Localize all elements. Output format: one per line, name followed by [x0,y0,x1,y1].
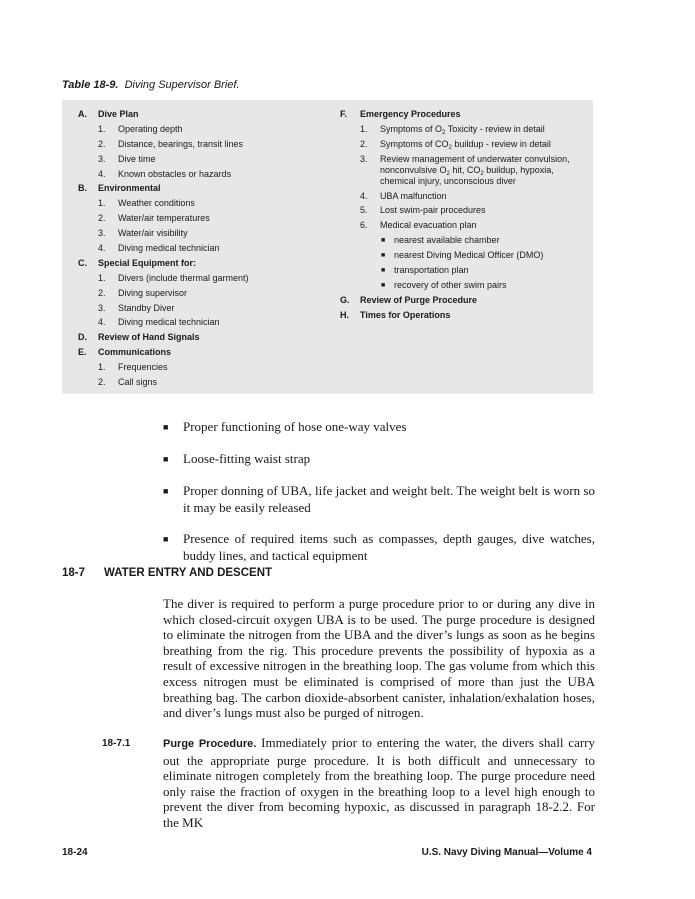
item-text: Distance, bearings, transit lines [118,138,244,149]
subsection-text: Immediately prior to entering the water, the divers shall carry out the appropriate purge procedure. It is both difficult and unnecessary to eliminate nitrogen completely from the breathing loop. The purge procedure need only raise the fraction of oxygen in the breathing loop to a level high enough to prevent the diver from becoming hypoxic, as discussed in paragraph 18-2.2. For the MK [163,735,595,830]
section-letter: B. [78,183,87,194]
subsection-paragraph [163,735,595,831]
list-item [163,482,595,516]
item-text: Diving medical technician [118,317,220,328]
section-letter: F. [340,109,348,119]
subscript: 2 [442,129,446,136]
item-text: Weather conditions [118,198,195,209]
square-bullet-icon: ■ [163,486,169,496]
footer-title: U.S. Navy Diving Manual—Volume 4 [421,847,592,858]
list-item-text: Loose-fitting waist strap [183,451,311,466]
brief-item [340,191,590,202]
item-number: 1. [360,123,368,134]
item-text: Divers (include thermal garment) [118,272,249,283]
item-number: 2. [98,377,106,388]
item-text [380,154,590,187]
section-title: WATER ENTRY AND DESCENT [104,567,273,579]
brief-item [340,220,590,231]
item-number: 3. [98,153,106,164]
table-caption-label: Table 18-9. [62,79,119,91]
item-number: 4. [98,317,106,328]
item-number: 4. [98,243,106,254]
item-text: UBA malfunction [380,190,447,201]
item-number: 1. [98,362,106,373]
brief-item [78,273,328,284]
section-number: 18-7 [62,567,86,579]
section-title: Times for Operations [360,309,451,320]
square-bullet-icon: ■ [163,454,169,464]
brief-section-heading [340,109,590,120]
subscript: 2 [446,170,450,177]
list-item [163,530,595,564]
section-title: Dive Plan [98,109,139,119]
item-number: 1. [98,272,106,283]
subsection-lead: Purge Procedure. [163,738,257,750]
list-item [163,450,595,468]
table-caption [62,79,240,91]
text-fragment: nonconvulsive O [380,164,447,175]
brief-sub-bullet [340,265,590,276]
section-heading [62,567,272,579]
item-number: 6. [360,220,368,231]
brief-item [78,124,328,135]
section-letter: H. [340,309,349,320]
subscript: 2 [480,170,484,177]
subscript: 2 [448,144,452,151]
item-text: Diving medical technician [118,243,220,254]
item-text: Water/air visibility [118,228,188,239]
item-text [380,124,590,135]
square-bullet-icon: ■ [381,237,386,245]
brief-item [78,288,328,299]
item-number: 5. [360,205,368,216]
square-bullet-icon: ■ [381,252,386,260]
section-letter: D. [78,332,87,343]
brief-item [340,124,590,135]
text-fragment: Symptoms of O [380,123,443,134]
text-fragment: buildup - review in detail [451,138,551,149]
brief-section-heading [340,295,590,306]
brief-item [78,139,328,150]
body-paragraph: The diver is required to perform a purge procedure prior to or during any dive in which closed-circuit oxygen UBA is to be used. The purge procedure is designed to eliminate the nitrogen from the UBA and the diver’s lungs as soon as he begins breathing from the rig. This procedure prevents the possibility of hypoxia as a result of excessive nitrogen in the breathing loop. The gas volume from which this excess nitrogen must be eliminated is comprised of more than just the UBA breathing bag. The carbon dioxide-absorbent canister, inhalation/exhalation hoses, and diver’s lungs must also be purged of nitrogen. [163,596,595,721]
subsection-number: 18-7.1 [102,738,131,749]
item-text: nearest Diving Medical Officer (DMO) [394,250,544,261]
brief-section-heading [78,347,328,358]
section-letter: E. [78,347,87,358]
brief-item [78,169,328,180]
text-fragment: Symptoms of CO [380,138,449,149]
section-title: Environmental [98,183,161,194]
item-number: 3. [98,302,106,313]
list-item-text: Proper functioning of hose one-way valves [183,419,407,434]
item-text: Known obstacles or hazards [118,168,232,179]
brief-item [78,228,328,239]
square-bullet-icon: ■ [381,281,386,289]
item-text: Standby Diver [118,302,175,313]
brief-item [340,154,590,187]
list-item-text: Presence of required items such as compasses, depth gauges, dive watches, buddy lines, and tactical equipment [183,531,595,563]
item-text: Medical evacuation plan [380,220,477,231]
section-letter: A. [78,109,87,119]
brief-item [78,362,328,373]
brief-section-heading [78,109,328,120]
table-caption-title: Diving Supervisor Brief. [124,79,240,91]
brief-sub-bullet [340,250,590,261]
item-number: 3. [360,153,368,164]
text-fragment: buildup, hypoxia, [483,164,554,175]
item-number: 1. [98,198,106,209]
list-item [163,418,595,436]
item-number: 4. [98,168,106,179]
item-text: Dive time [118,153,156,164]
section-title: Review of Purge Procedure [360,294,478,305]
section-title: Communications [98,347,172,358]
item-number: 2. [98,138,106,149]
item-text: Operating depth [118,123,183,134]
text-fragment: Toxicity - review in detail [445,123,545,134]
item-number: 2. [98,213,106,224]
brief-item [340,205,590,216]
item-number: 1. [98,123,106,134]
diving-supervisor-brief-table [62,100,593,394]
item-text: Lost swim-pair procedures [380,205,486,216]
brief-section-heading [78,258,328,269]
brief-section-heading [340,310,590,321]
brief-item [78,377,328,388]
section-title: Review of Hand Signals [98,332,200,343]
item-text: Water/air temperatures [118,213,210,224]
checklist-bullets [163,418,595,578]
brief-item [78,154,328,165]
brief-item [78,198,328,209]
item-text: recovery of other swim pairs [394,279,507,290]
list-item-text: Proper donning of UBA, life jacket and weight belt. The weight belt is worn so it may be easily released [183,483,595,515]
brief-sub-bullet [340,235,590,246]
text-fragment: hit, CO [449,164,481,175]
text-fragment: chemical injury, unconscious diver [380,175,516,186]
brief-item [340,139,590,150]
section-title: Special Equipment for: [98,257,197,268]
brief-item [78,303,328,314]
brief-item [78,213,328,224]
brief-item [78,317,328,328]
item-number: 2. [360,138,368,149]
square-bullet-icon: ■ [163,422,169,432]
square-bullet-icon: ■ [381,267,386,275]
item-text: Call signs [118,377,158,388]
text-fragment: Review management of underwater convulsion, [380,153,570,164]
item-number: 4. [360,190,368,201]
brief-section-heading [78,183,328,194]
section-letter: G. [340,294,350,305]
item-text: transportation plan [394,265,469,276]
item-number: 2. [98,287,106,298]
brief-right-column [340,109,590,325]
square-bullet-icon: ■ [163,534,169,544]
item-text: Frequencies [118,362,168,373]
item-text: nearest available chamber [394,235,500,246]
brief-left-column [78,109,328,392]
brief-sub-bullet [340,280,590,291]
page-number: 18-24 [62,847,88,858]
section-title: Emergency Procedures [360,109,461,119]
brief-section-heading [78,332,328,343]
item-number: 3. [98,228,106,239]
section-letter: C. [78,257,87,268]
item-text: Diving supervisor [118,287,188,298]
item-text [380,139,590,150]
brief-item [78,243,328,254]
